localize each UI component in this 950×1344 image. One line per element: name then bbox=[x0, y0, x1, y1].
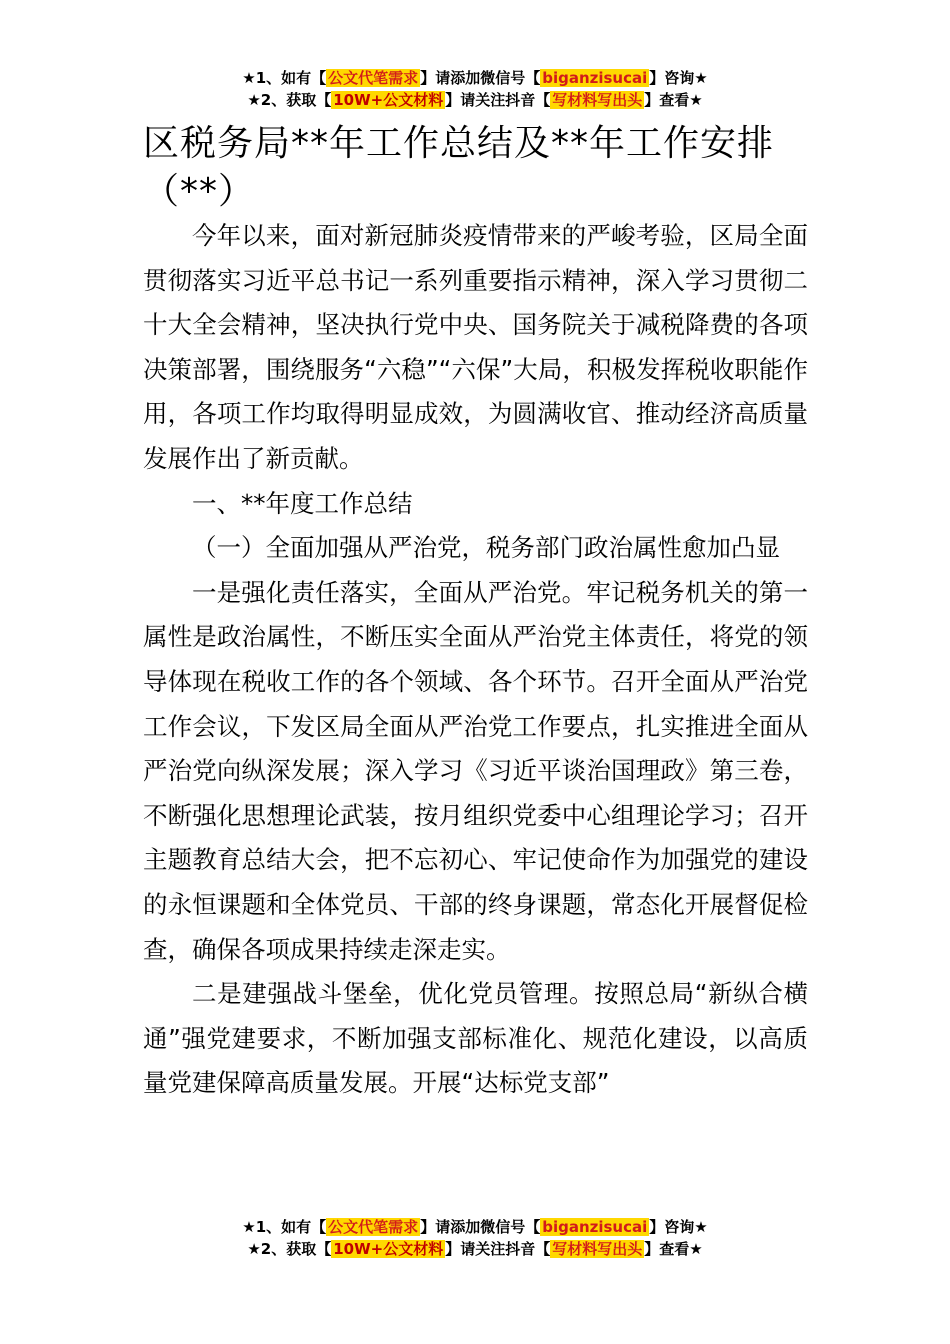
wechat-id-highlight: biganzisucai bbox=[542, 69, 648, 87]
banner-text: ★2、获取【 bbox=[247, 1240, 332, 1258]
banner-highlight: 公文代笔需求 bbox=[328, 69, 419, 87]
banner-text: 】查看★ bbox=[644, 1240, 703, 1258]
paragraph: 一是强化责任落实，全面从严治党。牢记税务机关的第一属性是政治属性，不断压实全面从严治党主体责任，将党的领导体现在税收工作的各个领域、各个环节。召开全面从严治党工作会议，下发区局全面从严治党工作要点，扎实推进全面从严治党向纵深发展；深入学习《习近平谈治国理政》第三卷，不断强化思想理论武装，按月组织党委中心组理论学习；召开主题教育总结大会，把不忘初心、牢记使命作为加强党的建设的永恒课题和全体党员、干部的终身课题，常态化开展督促检查，确保各项成果持续走深走实。 bbox=[143, 577, 808, 964]
banner-highlight: 10W+公文材料 bbox=[333, 1240, 444, 1258]
banner-text: 】请关注抖音【 bbox=[445, 91, 551, 109]
banner-line-1 bbox=[0, 1216, 950, 1238]
banner-text: 】咨询★ bbox=[649, 69, 708, 87]
banner-line-2 bbox=[0, 1238, 950, 1260]
bottom-banner bbox=[0, 1216, 950, 1260]
banner-text: ★1、如有【 bbox=[242, 69, 327, 87]
wechat-id-highlight: biganzisucai bbox=[542, 1218, 648, 1236]
banner-highlight: 公文代笔需求 bbox=[328, 1218, 419, 1236]
subsection-heading: （一）全面加强从严治党，税务部门政治属性愈加凸显 bbox=[192, 533, 780, 563]
banner-text: 】请添加微信号【 bbox=[420, 1218, 541, 1236]
paragraph: 今年以来，面对新冠肺炎疫情带来的严峻考验，区局全面贯彻落实习近平总书记一系列重要指示精神，深入学习贯彻二十大全会精神，坚决执行党中央、国务院关于减税降费的各项决策部署，围绕服务“六稳”“六保”大局，积极发挥税收职能作用，各项工作均取得明显成效，为圆满收官、推动经济高质量发展作出了新贡献。 bbox=[143, 221, 808, 473]
top-banner bbox=[0, 67, 950, 111]
document-body bbox=[143, 214, 808, 1106]
banner-text: 】咨询★ bbox=[649, 1218, 708, 1236]
document-title: 区税务局**年工作总结及**年工作安排（**） bbox=[143, 123, 775, 212]
banner-text: 】查看★ bbox=[644, 91, 703, 109]
banner-highlight: 10W+公文材料 bbox=[333, 91, 444, 109]
banner-line-1 bbox=[0, 67, 950, 89]
douyin-highlight: 写材料写出头 bbox=[552, 1240, 643, 1258]
banner-text: 】请添加微信号【 bbox=[420, 69, 541, 87]
banner-line-2 bbox=[0, 89, 950, 111]
section-heading: 一、**年度工作总结 bbox=[192, 488, 413, 518]
douyin-highlight: 写材料写出头 bbox=[552, 91, 643, 109]
banner-text: ★2、获取【 bbox=[247, 91, 332, 109]
banner-text: 】请关注抖音【 bbox=[445, 1240, 551, 1258]
banner-text: ★1、如有【 bbox=[242, 1218, 327, 1236]
paragraph: 二是建强战斗堡垒，优化党员管理。按照总局“新纵合横通”强党建要求，不断加强支部标准化、规范化建设，以高质量党建保障高质量发展。开展“达标党支部” bbox=[143, 979, 808, 1098]
